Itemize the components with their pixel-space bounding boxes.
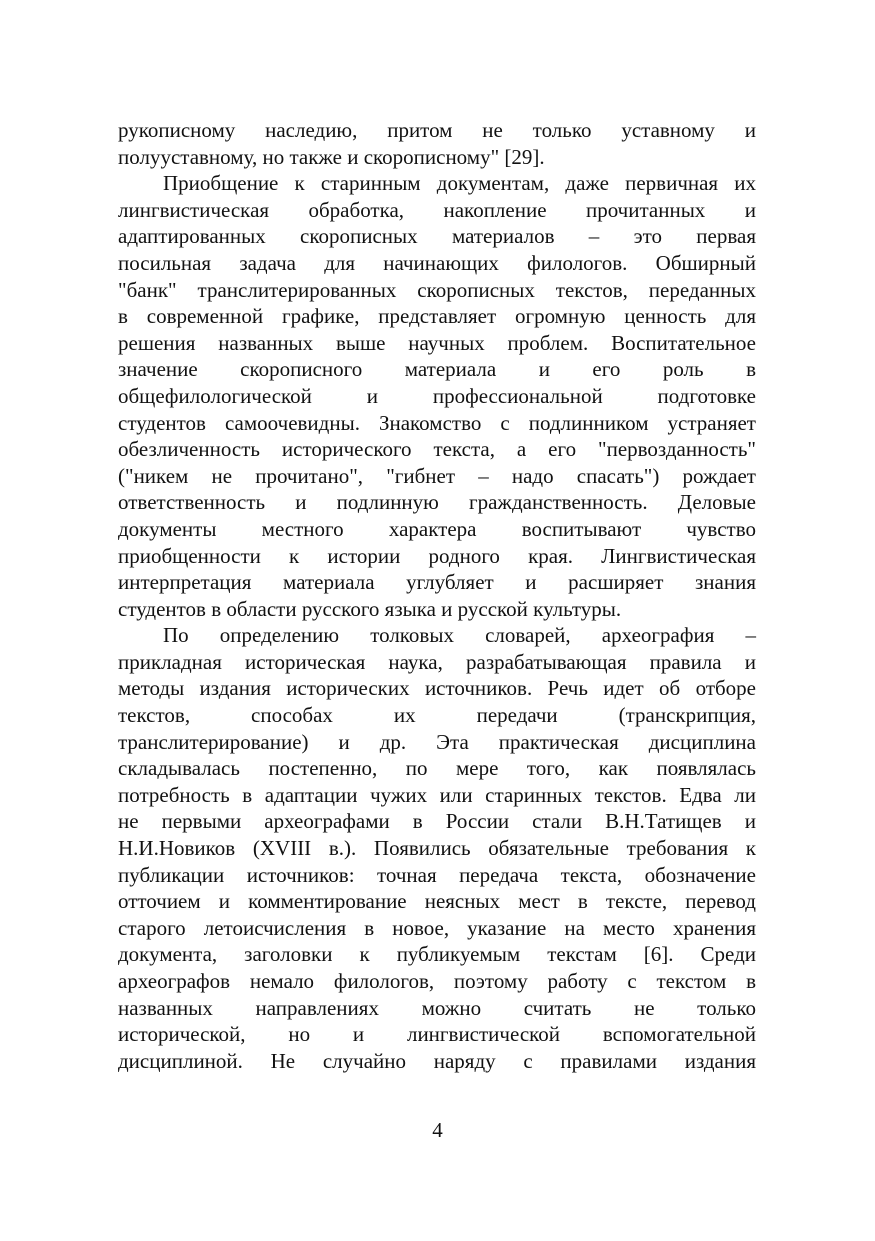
- text-line: исторической, но и лингвистической вспомогательной: [118, 1022, 756, 1047]
- page-number: 4: [432, 1118, 443, 1142]
- text-line: решения названных выше научных проблем. Воспитательное: [118, 330, 756, 355]
- text-line: лингвистическая обработка, накопление прочитанных и: [118, 197, 756, 222]
- text-line: археографов немало филологов, поэтому работу с текстом в: [118, 969, 756, 993]
- paragraph: [118, 170, 756, 622]
- text-line: в современной графике, представляет огромную ценность для: [118, 304, 756, 329]
- body-text: [118, 117, 756, 1074]
- text-line: "банк" транслитерированных скорописных текстов, переданных: [118, 277, 756, 302]
- text-line: ("никем не прочитано", "гибнет – надо спасать") рождает: [118, 463, 756, 488]
- text-line: ответственность и подлинную гражданственность. Деловые: [118, 490, 756, 515]
- text-line: транслитерирование) и др. Эта практическая дисциплина: [118, 729, 756, 754]
- text-line: адаптированных скорописных материалов – это первая: [118, 224, 756, 249]
- text-line: полууставному, но также и скорописному" [29].: [118, 144, 545, 169]
- text-line: Приобщение к старинным документам, даже первичная их: [163, 171, 756, 196]
- text-line: прикладная историческая наука, разрабатывающая правила и: [118, 649, 756, 674]
- text-line: общефилологической и профессиональной подготовке: [118, 383, 756, 408]
- text-line: складывалась постепенно, по мере того, как появлялась: [118, 756, 756, 781]
- text-line: интерпретация материала углубляет и расширяет знания: [118, 570, 756, 595]
- text-line: не первыми археографами в России стали В.Н.Татищев и: [118, 809, 756, 834]
- text-line: рукописному наследию, притом не только уставному и: [118, 118, 756, 142]
- text-line: потребность в адаптации чужих или старинных текстов. Едва ли: [118, 782, 756, 807]
- paragraph: [118, 622, 756, 1074]
- text-line: По определению толковых словарей, археография –: [163, 623, 756, 648]
- text-line: старого летоисчисления в новое, указание на место хранения: [118, 915, 756, 940]
- text-line: методы издания исторических источников. Речь идет об отборе: [118, 676, 756, 701]
- text-line: обезличенность исторического текста, а его "первозданность": [118, 437, 756, 462]
- paragraph-continuation: [118, 117, 756, 170]
- text-line: приобщенности к истории родного края. Лингвистическая: [118, 543, 756, 568]
- text-line: посильная задача для начинающих филологов. Обширный: [118, 250, 756, 275]
- text-line: отточием и комментирование неясных мест в тексте, перевод: [118, 889, 756, 914]
- text-line: дисциплиной. Не случайно наряду с правилами издания: [118, 1048, 756, 1073]
- text-line: Н.И.Новиков (XVIII в.). Появились обязательные требования к: [118, 836, 756, 861]
- text-line: значение скорописного материала и его роль в: [118, 357, 756, 382]
- text-line: студентов самоочевидны. Знакомство с подлинником устраняет: [118, 410, 756, 435]
- text-line: документы местного характера воспитывают чувство: [118, 516, 756, 541]
- text-line: публикации источников: точная передача текста, обозначение: [118, 862, 756, 887]
- text-line: документа, заголовки к публикуемым текстам [6]. Среди: [118, 942, 756, 967]
- text-line: названных направлениях можно считать не только: [118, 995, 756, 1020]
- text-line: текстов, способах их передачи (транскрипция,: [118, 703, 756, 728]
- text-line: студентов в области русского языка и русской культуры.: [118, 596, 622, 621]
